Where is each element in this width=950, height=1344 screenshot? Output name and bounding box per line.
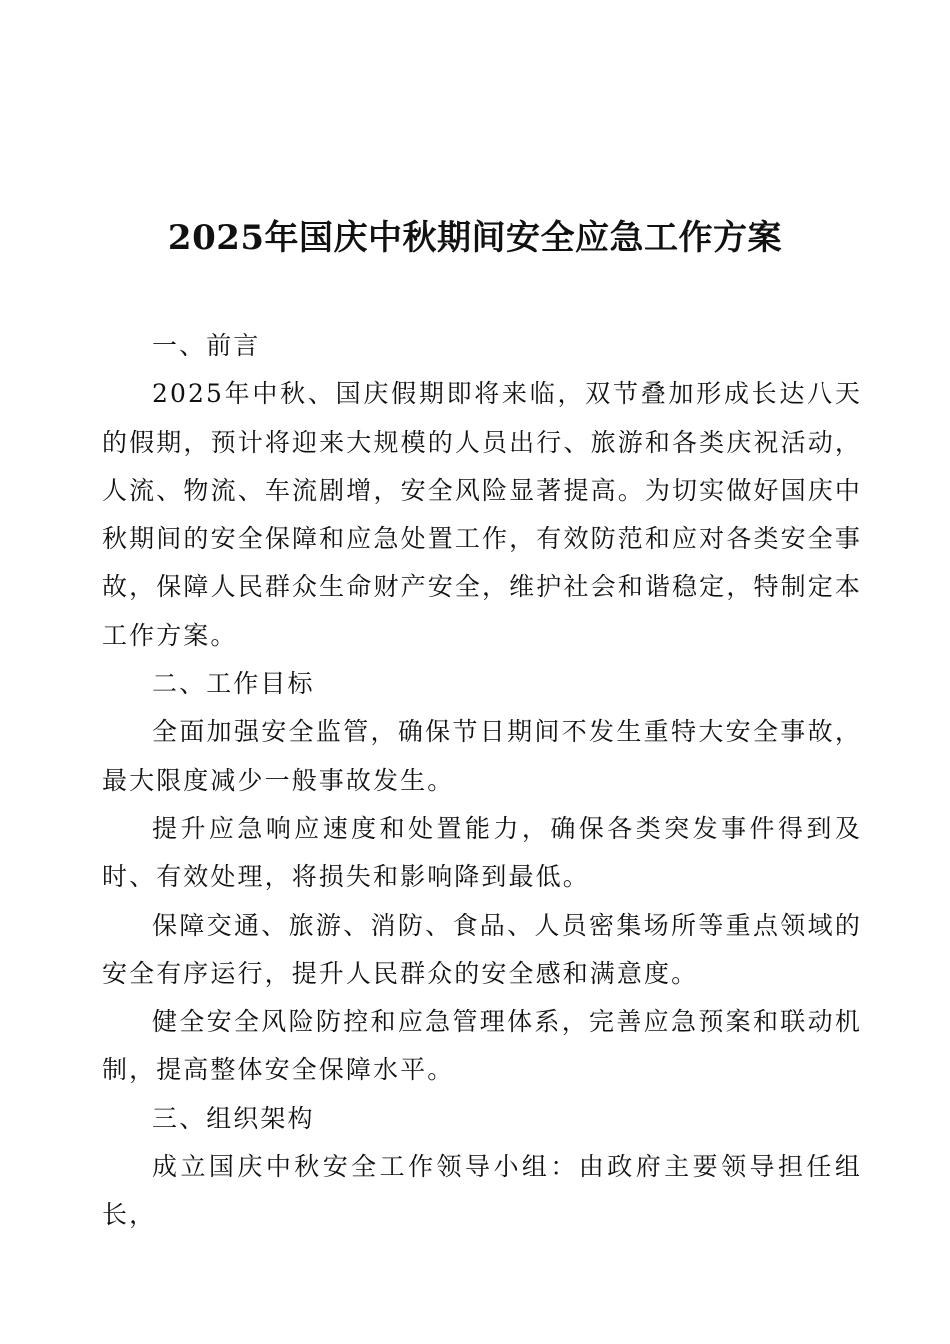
- section-heading-organization: 三、组织架构: [152, 1103, 315, 1133]
- paragraph-goal-1: 全面加强安全监管，确保节日期间不发生重特大安全事故，最大限度减少一般事故发生。: [102, 717, 862, 795]
- paragraph-organization: 成立国庆中秋安全工作领导小组：由政府主要领导担任组长，: [102, 1152, 862, 1230]
- document-body: [102, 322, 862, 1240]
- section-heading-preface: 一、前言: [152, 331, 261, 360]
- paragraph-goal-3: 保障交通、旅游、消防、食品、人员密集场所等重点领域的安全有序运行，提升人民群众的安全感和满意度。: [102, 910, 862, 988]
- paragraph-goal-2: 提升应急响应速度和处置能力，确保各类突发事件得到及时、有效处理，将损失和影响降到最低。: [102, 813, 862, 892]
- section-heading-goals: 二、工作目标: [152, 669, 315, 699]
- paragraph-preface: 2025年中秋、国庆假期即将来临，双节叠加形成长达八天的假期，预计将迎来大规模的人员出行、旅游和各类庆祝活动，人流、物流、车流剧增，安全风险显著提高。为切实做好国庆中秋期间的安全保障和应急处置工作，有效防范和应对各类安全事故，保障人民群众生命财产安全，维护社会和谐稳定，特制定本工作方案。: [102, 379, 862, 650]
- document-title: 2025年国庆中秋期间安全应急工作方案: [167, 218, 783, 258]
- paragraph-goal-4: 健全安全风险防控和应急管理体系，完善应急预案和联动机制，提高整体安全保障水平。: [102, 1007, 862, 1085]
